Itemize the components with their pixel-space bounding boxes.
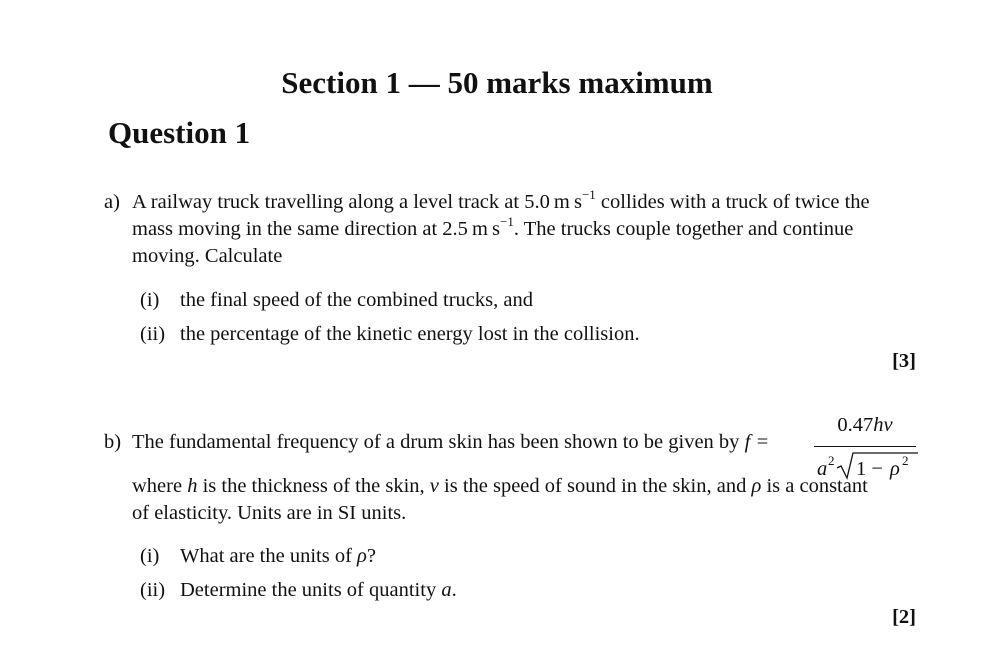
svg-text:2: 2	[902, 453, 909, 468]
part-a-item-ii	[140, 321, 640, 348]
question-heading: Question 1	[108, 115, 251, 150]
part-b-item-i-symbol: ρ	[357, 545, 367, 567]
part-a-line-1-text: A railway truck travelling along a level track at 5.0 m s	[132, 191, 582, 213]
part-b-line-3: of elasticity. Units are in SI units.	[132, 502, 407, 524]
part-a-marks: [3]	[892, 350, 916, 372]
part-b-item-i	[140, 543, 376, 570]
part-a-item-i-number: (i)	[140, 289, 160, 311]
part-a-line-1-tail: collides with a truck of twice the	[595, 191, 870, 213]
formula-fraction-bar	[814, 446, 916, 447]
part-b-line-1-text: The fundamental frequency of a drum skin has been shown to be given by	[132, 431, 740, 453]
part-a-line-2-exponent: −1	[500, 214, 514, 230]
part-b-marks: [2]	[892, 606, 916, 628]
part-b-line-2-seg6: is a constant	[761, 475, 868, 497]
svg-text:a: a	[817, 458, 828, 480]
part-a-line-1	[132, 189, 870, 216]
part-a-item-i	[140, 287, 533, 314]
part-b-line-2-seg2: is the thickness of the skin,	[197, 475, 430, 497]
part-b-item-i-end: ?	[366, 545, 376, 567]
part-a-line-1-exponent: −1	[581, 187, 596, 203]
part-b-line-1	[132, 429, 769, 456]
part-b-item-i-number: (i)	[140, 545, 160, 567]
part-b-item-ii-symbol: a	[441, 579, 452, 601]
part-b-line-2	[132, 473, 868, 500]
part-b-item-ii-text: Determine the units of quantity	[180, 579, 442, 601]
part-a-item-i-text: the final speed of the combined trucks, and	[180, 289, 533, 311]
part-a-item-ii-number: (ii)	[140, 323, 166, 345]
svg-text:2: 2	[828, 453, 835, 468]
part-a-label: a)	[104, 191, 120, 213]
part-a-line-2-text: mass moving in the same direction at 2.5 m s	[132, 218, 501, 240]
symbol-h: h	[187, 475, 198, 497]
formula-lhs: f =	[744, 431, 770, 453]
svg-text:1 −: 1 −	[856, 458, 883, 480]
part-b-line-2-seg4: is the speed of sound in the skin, and	[438, 475, 752, 497]
part-b-item-i-text: What are the units of	[180, 545, 358, 567]
part-a-item-ii-text: the percentage of the kinetic energy lost in the collision.	[180, 323, 640, 345]
part-b-label: b)	[104, 431, 122, 453]
part-a-line-2-tail: . The trucks couple together and continue	[513, 218, 854, 240]
symbol-v: v	[429, 475, 439, 497]
svg-text:ρ: ρ	[890, 458, 900, 480]
part-b-item-ii-number: (ii)	[140, 579, 166, 601]
symbol-rho: ρ	[751, 475, 762, 497]
part-b-item-ii-end: .	[451, 579, 457, 601]
formula-numerator: 0.47hv	[837, 414, 893, 436]
part-a-line-2	[132, 216, 853, 243]
section-heading: Section 1 — 50 marks maximum	[281, 65, 713, 100]
part-b-item-ii	[140, 577, 457, 604]
part-b-line-2-seg0: where	[132, 475, 188, 497]
frequency-formula	[812, 410, 918, 480]
part-a-line-3: moving. Calculate	[132, 245, 283, 267]
